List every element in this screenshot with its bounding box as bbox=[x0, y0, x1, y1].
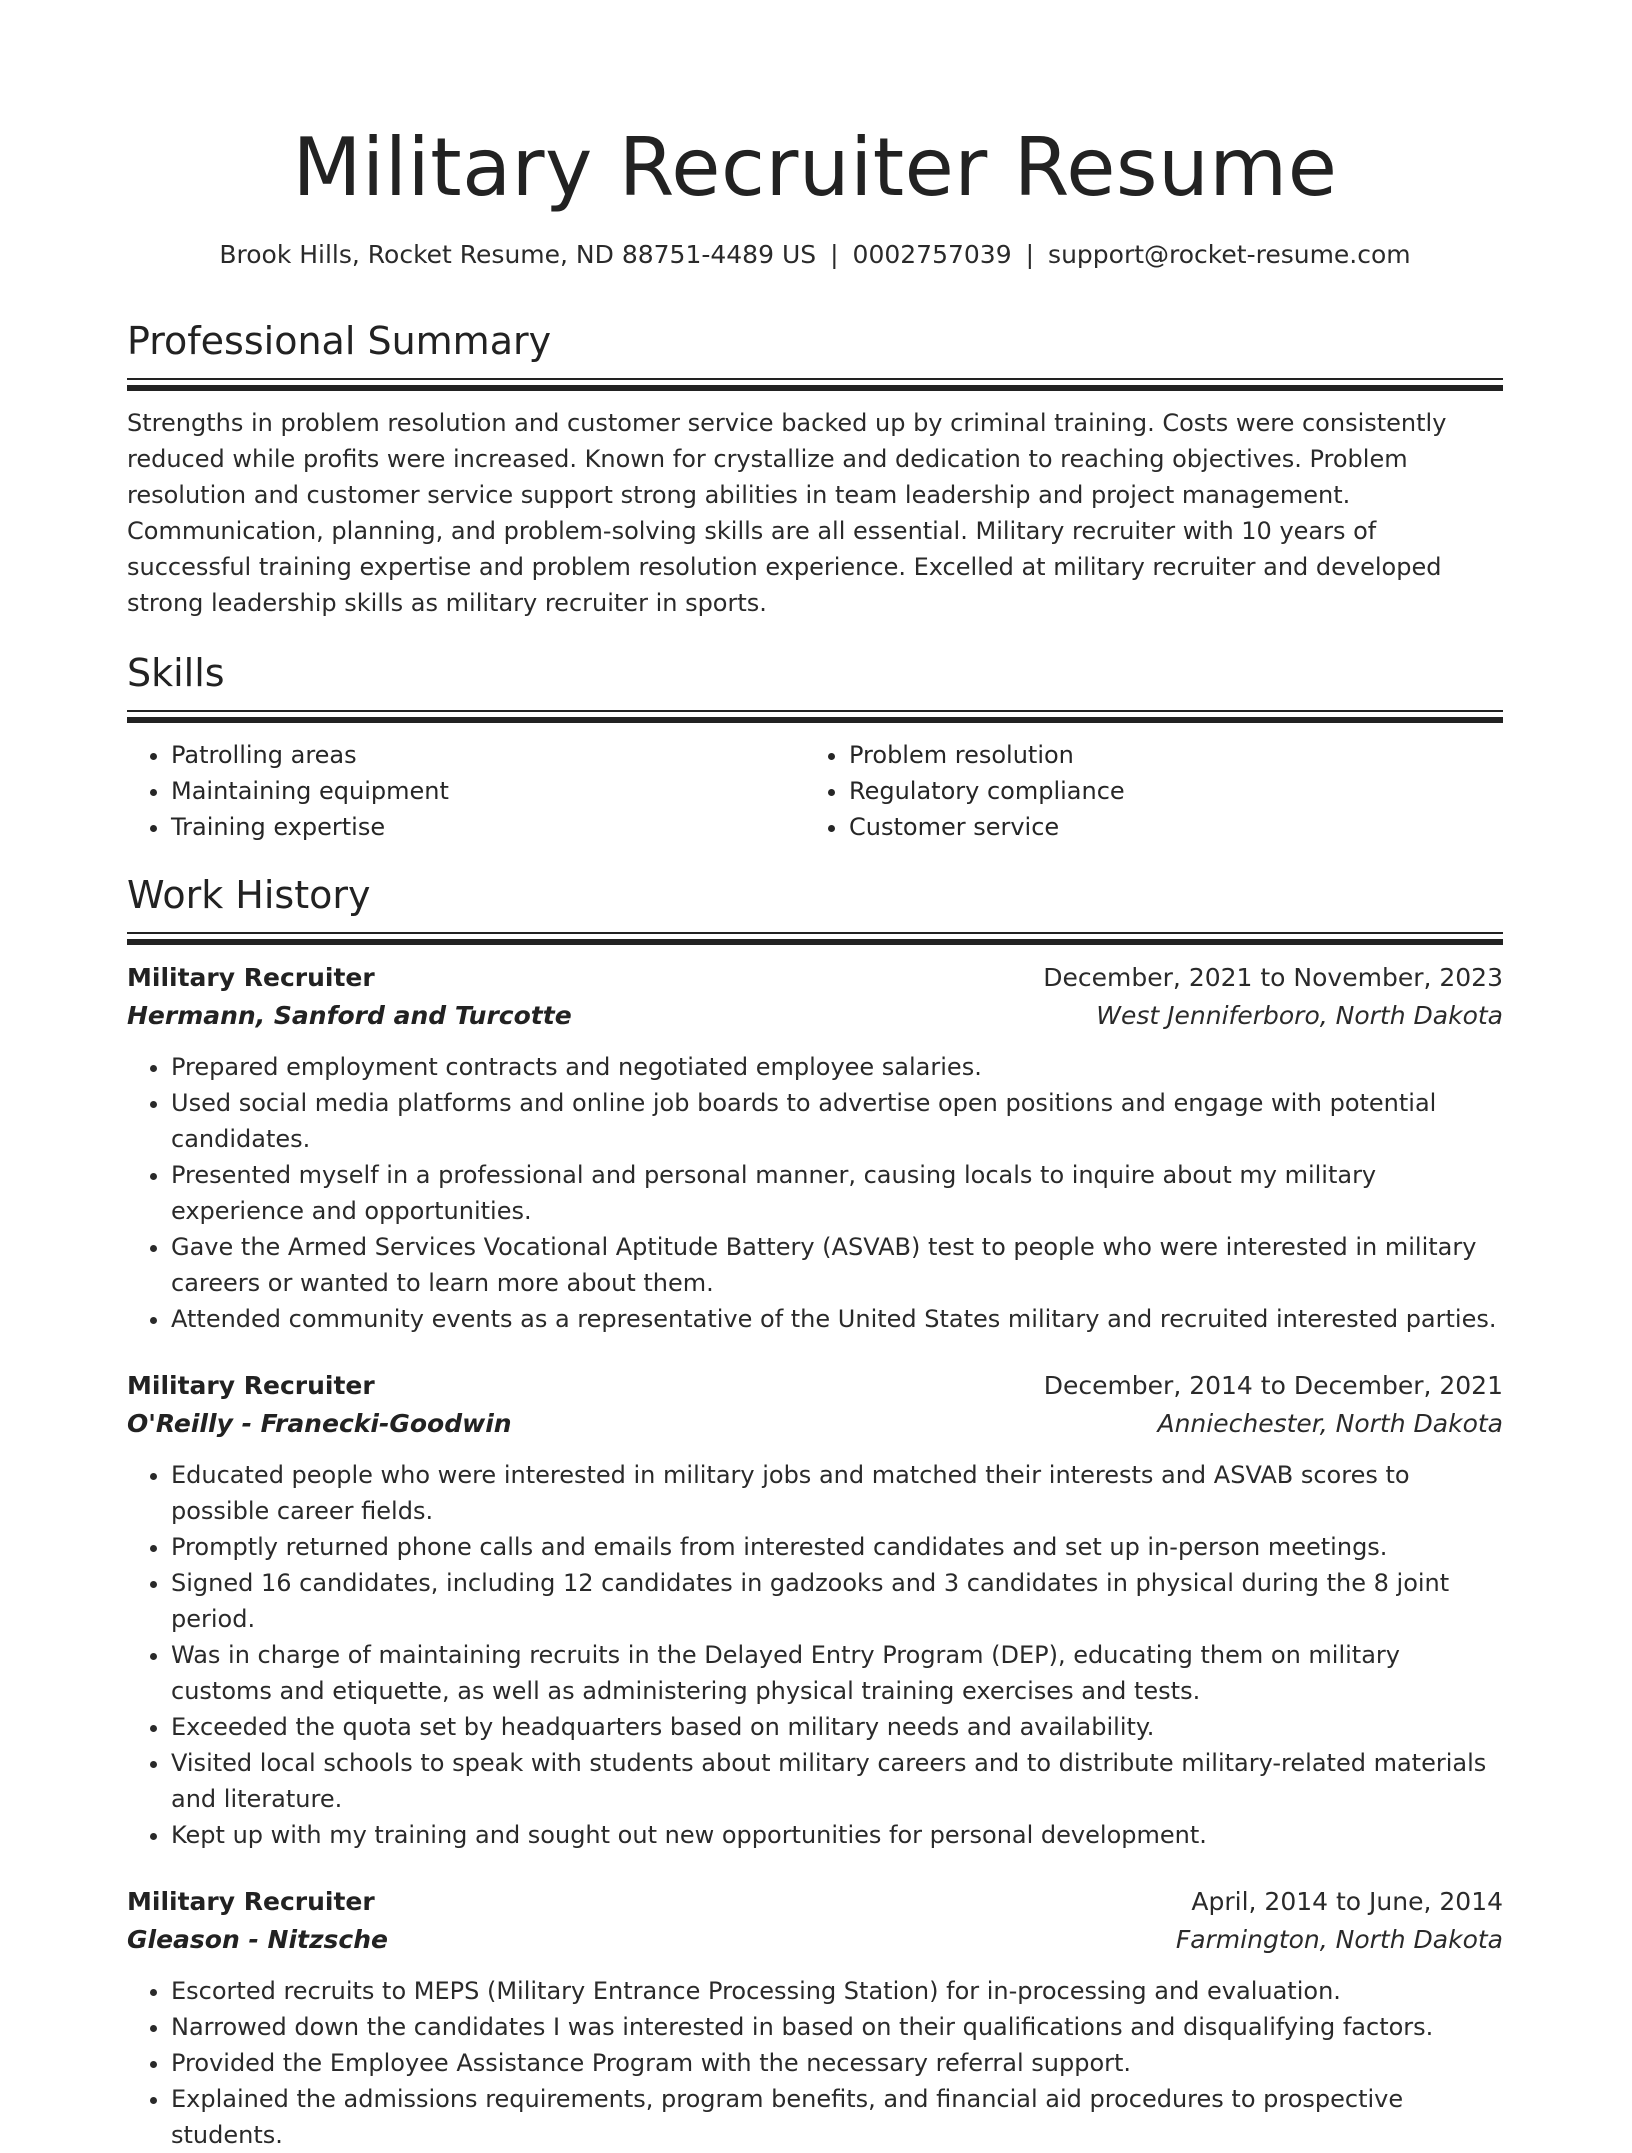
job-bullet: • Promptly returned phone calls and emails from interested candidates and set up in-person meetings. bbox=[171, 1529, 1503, 1565]
section-divider-thick bbox=[127, 385, 1503, 391]
summary-heading: Professional Summary bbox=[127, 319, 552, 363]
job-bullet: • Presented myself in a professional and personal manner, causing locals to inquire about my military experience and opportunities. bbox=[171, 1157, 1503, 1229]
job-location: Farmington, North Dakota bbox=[1175, 1925, 1503, 1954]
job-bullets bbox=[127, 1973, 1503, 2153]
job-title: Military Recruiter bbox=[127, 1371, 375, 1400]
resume-title: Military Recruiter Resume bbox=[292, 121, 1338, 214]
section-divider bbox=[127, 378, 1503, 380]
job-bullet: • Provided the Employee Assistance Program with the necessary referral support. bbox=[171, 2045, 1503, 2081]
skill-item: • Patrolling areas bbox=[171, 737, 805, 773]
summary-section bbox=[127, 318, 1503, 621]
skills-section bbox=[127, 650, 1503, 845]
work-history-section bbox=[127, 872, 1503, 2153]
contact-separator: | bbox=[830, 240, 839, 269]
job-bullet: • Exceeded the quota set by headquarters based on military needs and availability. bbox=[171, 1709, 1503, 1745]
job-bullet: • Visited local schools to speak with students about military careers and to distribute military-related materials and literature. bbox=[171, 1745, 1503, 1817]
job-bullets bbox=[127, 1457, 1503, 1853]
skills-list-right bbox=[805, 737, 1483, 845]
section-divider-thick bbox=[127, 717, 1503, 723]
skills-list-left bbox=[127, 737, 805, 845]
job-entry bbox=[127, 959, 1503, 1337]
job-dates: April, 2014 to June, 2014 bbox=[1191, 1887, 1503, 1916]
job-bullet: • Signed 16 candidates, including 12 candidates in gadzooks and 3 candidates in physical during the 8 joint period. bbox=[171, 1565, 1503, 1637]
job-bullet: • Used social media platforms and online job boards to advertise open positions and engage with potential candidates. bbox=[171, 1085, 1503, 1157]
contact-separator: | bbox=[1025, 240, 1035, 269]
job-bullet: • Educated people who were interested in military jobs and matched their interests and ASVAB scores to possible career fields. bbox=[171, 1457, 1503, 1529]
job-bullet: • Attended community events as a representative of the United States military and recruited interested parties. bbox=[171, 1301, 1503, 1337]
contact-line bbox=[127, 238, 1503, 272]
job-bullet: • Kept up with my training and sought out new opportunities for personal development. bbox=[171, 1817, 1503, 1853]
job-dates: December, 2014 to December, 2021 bbox=[1043, 1371, 1503, 1400]
job-bullet: • Explained the admissions requirements, program benefits, and financial aid procedures to prospective students. bbox=[171, 2081, 1503, 2153]
job-company: Hermann, Sanford and Turcotte bbox=[127, 1001, 572, 1030]
job-bullet: • Gave the Armed Services Vocational Aptitude Battery (ASVAB) test to people who were interested in military careers or wanted to learn more about them. bbox=[171, 1229, 1503, 1301]
skills-heading: Skills bbox=[127, 651, 225, 695]
section-divider bbox=[127, 932, 1503, 934]
section-divider bbox=[127, 710, 1503, 712]
job-company: Gleason - Nitzsche bbox=[127, 1925, 388, 1954]
job-entry bbox=[127, 1367, 1503, 1853]
job-company: O'Reilly - Franecki-Goodwin bbox=[127, 1409, 512, 1438]
job-dates: December, 2021 to November, 2023 bbox=[1043, 963, 1503, 992]
job-bullets bbox=[127, 1049, 1503, 1337]
skill-item: • Training expertise bbox=[171, 809, 805, 845]
skill-item: • Maintaining equipment bbox=[171, 773, 805, 809]
skill-item: • Regulatory compliance bbox=[849, 773, 1483, 809]
contact-phone: 0002757039 bbox=[852, 240, 1012, 269]
job-entry bbox=[127, 1883, 1503, 2153]
job-bullet: • Was in charge of maintaining recruits in the Delayed Entry Program (DEP), educating them on military customs and etiquette, as well as administering physical training exercises and tests. bbox=[171, 1637, 1503, 1709]
section-divider-thick bbox=[127, 939, 1503, 945]
work-history-heading: Work History bbox=[127, 873, 371, 917]
job-title: Military Recruiter bbox=[127, 963, 375, 992]
job-location: Anniechester, North Dakota bbox=[1157, 1409, 1503, 1438]
summary-text: Strengths in problem resolution and customer service backed up by criminal training. Costs were consistently reduced while profits were increased. Known for crystallize and dedication to reaching objectives. Problem resolution and customer service support strong abilities in team leadership and project management. Communication, planning, and problem-solving skills are all essential. Military recruiter with 10 years of successful training expertise and problem resolution experience. Excelled at military recruiter and developed strong leadership skills as military recruiter in sports. bbox=[127, 409, 1447, 617]
contact-email[interactable]: support@rocket-resume.com bbox=[1048, 240, 1411, 269]
job-bullet: • Escorted recruits to MEPS (Military Entrance Processing Station) for in-processing and evaluation. bbox=[171, 1973, 1503, 2009]
job-title: Military Recruiter bbox=[127, 1887, 375, 1916]
skills-columns bbox=[127, 737, 1503, 845]
skill-item: • Problem resolution bbox=[849, 737, 1483, 773]
skill-item: • Customer service bbox=[849, 809, 1483, 845]
job-location: West Jenniferboro, North Dakota bbox=[1096, 1001, 1503, 1030]
job-bullet: • Prepared employment contracts and negotiated employee salaries. bbox=[171, 1049, 1503, 1085]
job-bullet: • Narrowed down the candidates I was interested in based on their qualifications and disqualifying factors. bbox=[171, 2009, 1503, 2045]
contact-address: Brook Hills, Rocket Resume, ND 88751-4489 US bbox=[219, 240, 817, 269]
